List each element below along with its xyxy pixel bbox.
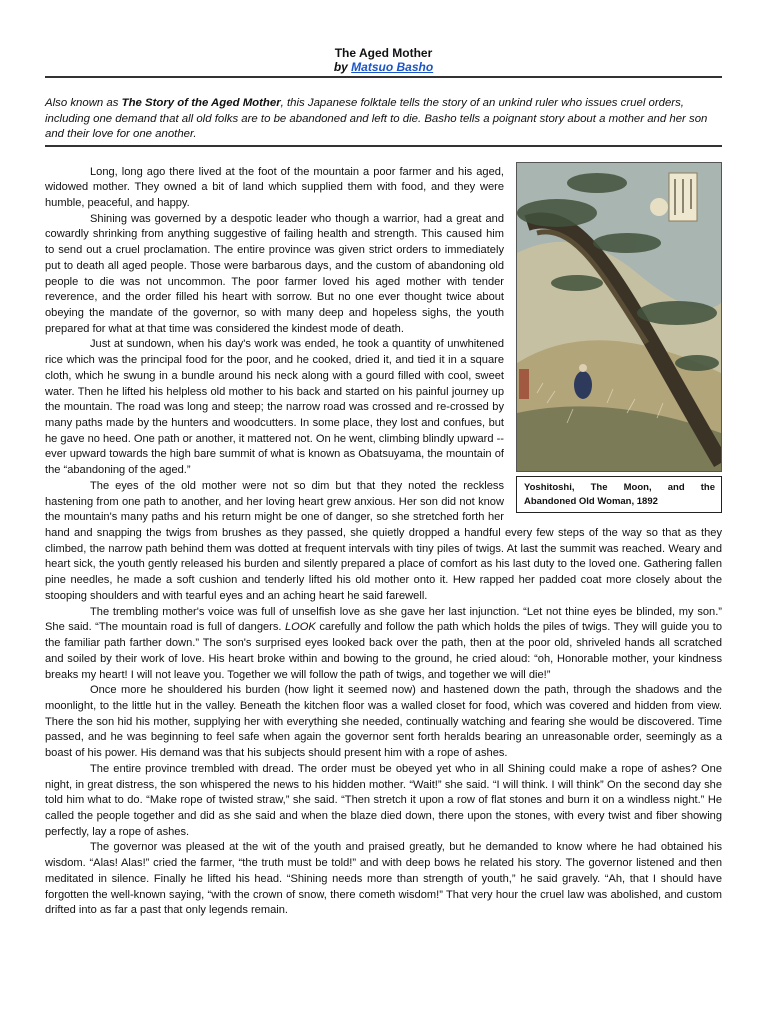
story-paragraph-1: Long, long ago there lived at the foot of the mountain a poor farmer and his aged, widowed mother. They owned a bit of land which supplied them with food, and they were humble, peaceful, and happy. xyxy=(45,165,504,209)
seal-mark xyxy=(519,369,529,399)
story-paragraph-3: Just at sundown, when his day's work was ended, he took a quantity of unwhitened rice which was the principal food for the poor, and he cooked, dried it, and tied it in a square cloth, which he swung in a bundle around his neck along with a gourd filled with cool, sweet water. Then he lifted his helpless old mother to his back and started on his painful journey up the mountain. The road was long and steep; the narrow road was crossed and re-crossed by many paths made by the hunters and woodcutters. In some place, they lost and confues, but he gave no heed. One path or another, it mattered not. On he went, climbing blindly upward -- ever upward towards the high bare summit of what is known as Obatsuyama, the mountain of the “abandoning of the aged.” xyxy=(45,338,504,477)
figure xyxy=(516,162,722,513)
p5-part-a: The trembling mother's voice was full of unselfish love as she gave her last injunction. “Let not thine eyes be blinded, my son.” She said. “The mountain road is full of dangers. xyxy=(45,605,722,634)
header-divider xyxy=(45,76,722,78)
p5-emphasis: LOOK xyxy=(285,621,316,634)
story-paragraph-5 xyxy=(45,605,722,684)
moon-shape xyxy=(650,198,668,216)
story-paragraph-7: The entire province trembled with dread. The order must be obeyed yet who in all Shining could make a rope of ashes? One night, in great distress, the son whispered the news to his hidden mother. “Wait!” she said. “I will think. I will think” On the second day she told him what to do. “Make rope of twisted straw,” she said. “Then stretch it upon a row of flat stones and burn it on a windless night.” He called the people together and did as she said and when the blaze died down, there upon the stones, with every twist and fiber showing perfectly, lay a rope of ashes. xyxy=(45,762,722,838)
author-link[interactable]: Matsuo Basho xyxy=(351,60,434,74)
figure-caption: Yoshitoshi, The Moon, and the Abandoned Old Woman, 1892 xyxy=(516,476,722,513)
intro-post: , this Japanese folktale tells the story of an unkind ruler who issues cruel orders, including one demand that all old folks are to be abandoned and left to die. Basho tells a poignant story about a mother and her son and their love for one another. xyxy=(45,97,708,140)
woodblock-print-image xyxy=(516,162,722,472)
story-title: The Aged Mother xyxy=(334,46,433,60)
byline-prefix: by xyxy=(333,60,348,74)
intro-divider xyxy=(45,145,722,147)
story-paragraph-2: Shining was governed by a despotic leader who though a warrior, had a great and cowardly shrinking from anything suggestive of failing health and strength. This caused him to send out a cruel proclamation. The entire province was given strict orders to immediately put to death all aged people. Those were barbarous days, and the custom of abandoning old people to die was not uncommon. The poor farmer loved his aged mother with tender reverence, and the order filled his heart with sorrow. But no one ever thought twice about obeying the mandate of the governor, so with many deep and hopeless sighs, the youth prepared for what at that time was considered the kindest mode of death. xyxy=(45,212,504,335)
story-paragraph-6: Once more he shouldered his burden (how light it seemed now) and hastened down the path, through the shadows and the moonlight, to the little hut in the valley. Beneath the kitchen floor was a walled closet for food, which was covered and hidden from view. There the son hid his mother, supplying her with everything she needed, continually watching and fearing she would be discovered. Time passed, and he was beginning to feel safe when again the governor sent forth heralds bearing an unreasonable order, seemingly as a boast of his power. His demand was that his subjects should present him with a rope of ashes. xyxy=(45,684,722,760)
story-body xyxy=(45,165,722,920)
story-paragraph-4: The eyes of the old mother were not so dim but that they noted the reckless hastening from one path to another, and her loving heart grew anxious. Her son did not know the mountain's many paths and his return might be one of danger, so she stretched forth her hand and snapping the twigs from brushes as they passed, she quietly dropped a handful every few steps of the way so that as they climbed, the narrow path behind them was dotted at frequent intervals with tiny piles of twigs. At last the summit was reached. Weary and heart sick, the youth gently released his burden and silently prepared a place of comfort as his last duty to the loved one. Gathering fallen pine needles, he made a soft cushion and tenderly lifted his old mother onto it. Hew rapped her padded coat more closely about the stooping shoulders and with tearful eyes and an aching heart he said farewell. xyxy=(45,479,722,602)
woodblock-print-illustration xyxy=(517,163,721,471)
intro-bold-title: The Story of the Aged Mother xyxy=(121,97,281,109)
intro-paragraph xyxy=(45,96,722,143)
p5-part-c: carefully and follow the path which holds the piles of twigs. They will guide you to the familiar path farther down.” The son's surprised eyes looked back over the path, then at the poor old, shriveled hands all scratched and soiled by their work of love. His heart broke within and bowing to the ground, he cried aloud: “oh, Honorable mother, your kindness breaks my heart! I will not leave you. Together we will follow the path of twigs, and together we will die!” xyxy=(45,621,722,681)
byline xyxy=(45,60,722,74)
document-page xyxy=(45,38,722,919)
story-paragraph-8: The governor was pleased at the wit of the youth and praised greatly, but he demanded to know where he had obtained his wisdom. “Alas! Alas!” cried the farmer, “the truth must be told!” and with deep bows he related his story. The governor listened and then meditated in silence. Finally he lifted his head. “Shining needs more than strength of youth,” he said gravely. “Ah, that I should have forgotten the well-known saying, “with the crown of snow, there cometh wisdom!” That very hour the cruel law was abolished, and custom drifted into as far a past that only legends remain. xyxy=(45,841,722,917)
intro-pre: Also known as xyxy=(45,97,122,109)
